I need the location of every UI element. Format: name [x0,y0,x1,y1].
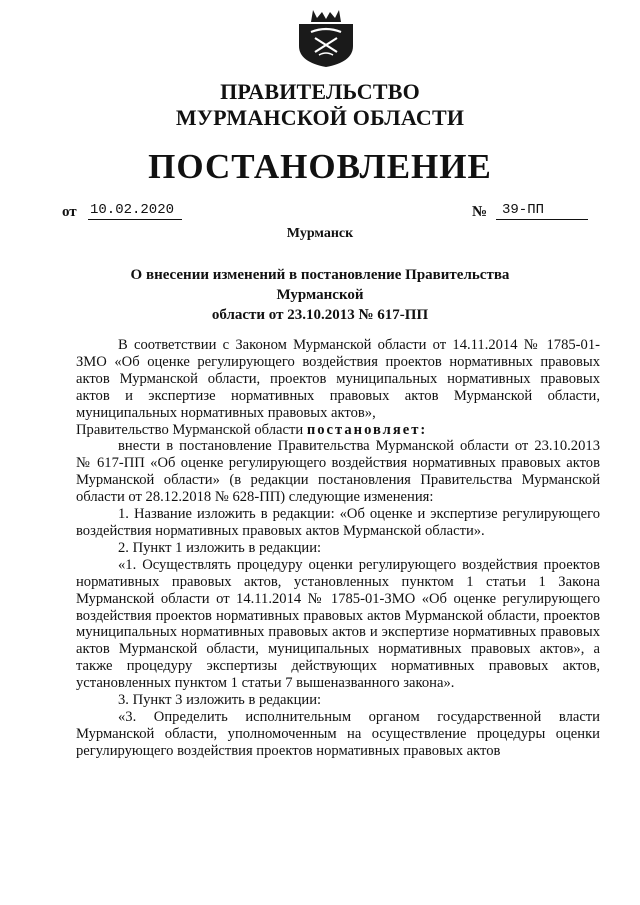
subject-line1: О внесении изменений в постановление Правительства Мурманской [130,267,510,303]
decree-subject: Правительство Мурманской области [76,421,304,438]
government-title-line2: МУРМАНСКОЙ ОБЛАСТИ [175,105,465,130]
body-paragraph: «1. Осуществлять процедуру оценки регулирующего воздействия проектов нормативных правовых актов, установленных пунктом 1 статьи 1 Закона Мурманской области от 14.11.2014 № 1785-01-ЗМО «Об оценке регулирующего воздействия проектов нормативных правовых актов Мурманской области, проектов муниципальных нормативных правовых актов и экспертизе нормативных правовых актов Мурманской области, муниципальных нормативных правовых актов», а также процедуру экспертизы действующих нормативных правовых актов, установленных пунктом 1 статьи 7 вышеназванного закона». [76,556,600,692]
document-number: 39-ПП [496,201,588,220]
body-paragraph: «3. Определить исполнительным органом государственной власти Мурманской области, уполномоченным на осуществление процедуры оценки регулирующего воздействия проектов нормативных правовых актов [76,708,600,759]
body-paragraph: 2. Пункт 1 изложить в редакции: [118,539,322,556]
government-title [0,79,640,131]
document-type-title: ПОСТАНОВЛЕНИЕ [148,147,492,186]
body-paragraph: В соответствии с Законом Мурманской области от 14.11.2014 № 1785-01-ЗМО «Об оценке регулирующего воздействия проектов нормативных правовых актов Мурманской области, проектов муниципальных нормативных правовых актов и экспертизе нормативных правовых актов Мурманской области, муниципальных нормативных правовых актов», [76,337,600,421]
document-subject [110,265,530,325]
coat-of-arms-emblem [295,8,357,68]
document-body [76,337,600,760]
subject-line2: области от 23.10.2013 № 617-ПП [211,307,429,323]
document-date: 10.02.2020 [88,201,182,220]
city-name: Мурманск [286,226,354,241]
date-label: от [62,204,77,220]
number-label: № [472,204,488,220]
body-paragraph-decree [76,422,600,439]
body-paragraph: 1. Название изложить в редакции: «Об оценке и экспертизе регулирующего воздействия нормативных правовых актов Мурманской области». [76,506,600,539]
decree-verb: постановляет: [306,421,428,438]
body-paragraph: 3. Пункт 3 изложить в редакции: [118,692,322,709]
government-title-line1: ПРАВИТЕЛЬСТВО [220,79,420,104]
body-paragraph: внести в постановление Правительства Мурманской области от 23.10.2013 № 617-ПП «Об оценке регулирующего воздействия нормативных правовых актов Мурманской области» (в редакции постановления Правительства Мурманской области от 28.12.2018 № 628-ПП) следующие изменения: [76,438,600,506]
